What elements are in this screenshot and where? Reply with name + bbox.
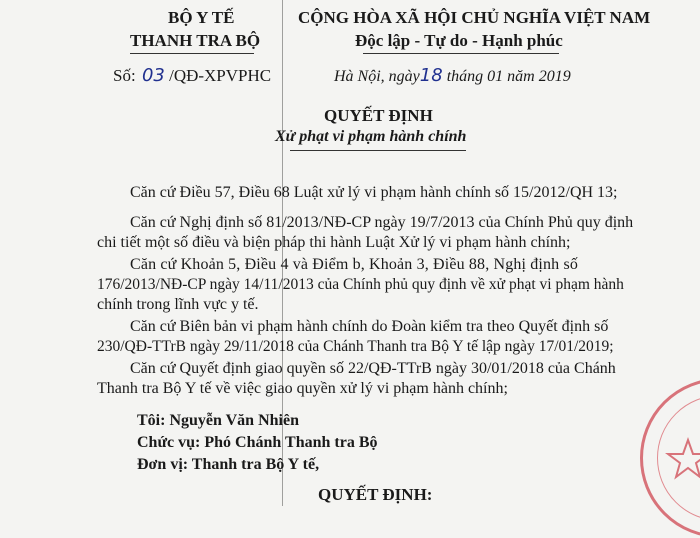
basis-paragraph-3-line-1: Căn cứ Khoản 5, Điều 4 và Điểm b, Khoản 3, Điều 88, Nghị định số [130,256,578,273]
basis-paragraph-4-line-1: Căn cứ Biên bản vi phạm hành chính do Đoàn kiểm tra theo Quyết định số [130,318,609,335]
basis-paragraph-2-line-2: chi tiết một số điều và biện pháp thi hành Luật Xử lý vi phạm hành chính; [97,234,571,251]
signer-unit: Đơn vị: Thanh tra Bộ Y tế, [137,456,320,473]
basis-paragraph-3-line-2: 176/2013/NĐ-CP ngày 14/11/2013 của Chính phủ quy định về xử phạt vi phạm hành [97,276,624,293]
document-number [113,65,271,86]
signer-position: Chức vụ: Phó Chánh Thanh tra Bộ [137,434,378,451]
department-name: THANH TRA BỘ [130,31,261,50]
ministry-name: BỘ Y TẾ [168,8,235,27]
subtitle-underline [290,150,466,151]
number-handwritten: 03 [141,65,165,86]
number-prefix: Số: [113,66,136,85]
official-seal [640,378,700,538]
number-suffix: /QĐ-XPVPHC [169,66,272,85]
date-prefix: Hà Nội, ngày [334,68,420,85]
nation-title: CỘNG HÒA XÃ HỘI CHỦ NGHĨA VIỆT NAM [298,8,651,27]
basis-paragraph-4-line-2: 230/QĐ-TTrB ngày 29/11/2018 của Chánh Thanh tra Bộ Y tế lập ngày 17/01/2019; [97,338,614,355]
motto-underline [363,53,559,54]
basis-paragraph-3-line-3: chính trong lĩnh vực y tế. [97,296,259,313]
date-day-handwritten: 18 [419,65,443,86]
basis-paragraph-5-line-1: Căn cứ Quyết định giao quyền số 22/QĐ-TTrB ngày 30/01/2018 của Chánh [130,360,616,377]
page-fold-line [282,0,283,506]
basis-paragraph-5-line-2: Thanh tra Bộ Y tế về việc giao quyền xử lý vi phạm hành chính; [97,380,508,397]
header-left-underline [130,53,254,54]
seal-star-icon [640,378,700,538]
national-motto: Độc lập - Tự do - Hạnh phúc [355,31,563,50]
basis-paragraph-1: Căn cứ Điều 57, Điều 68 Luật xử lý vi phạm hành chính số 15/2012/QH 13; [130,184,618,201]
issue-date [334,65,571,86]
decision-title: QUYẾT ĐỊNH [324,106,433,125]
decision-subtitle: Xử phạt vi phạm hành chính [275,128,467,145]
basis-paragraph-2-line-1: Căn cứ Nghị định số 81/2013/NĐ-CP ngày 19/7/2013 của Chính Phủ quy định [130,214,634,231]
date-suffix: tháng 01 năm 2019 [446,68,571,85]
signer-name: Tôi: Nguyễn Văn Nhiên [137,412,299,429]
decision-heading: QUYẾT ĐỊNH: [318,485,433,504]
